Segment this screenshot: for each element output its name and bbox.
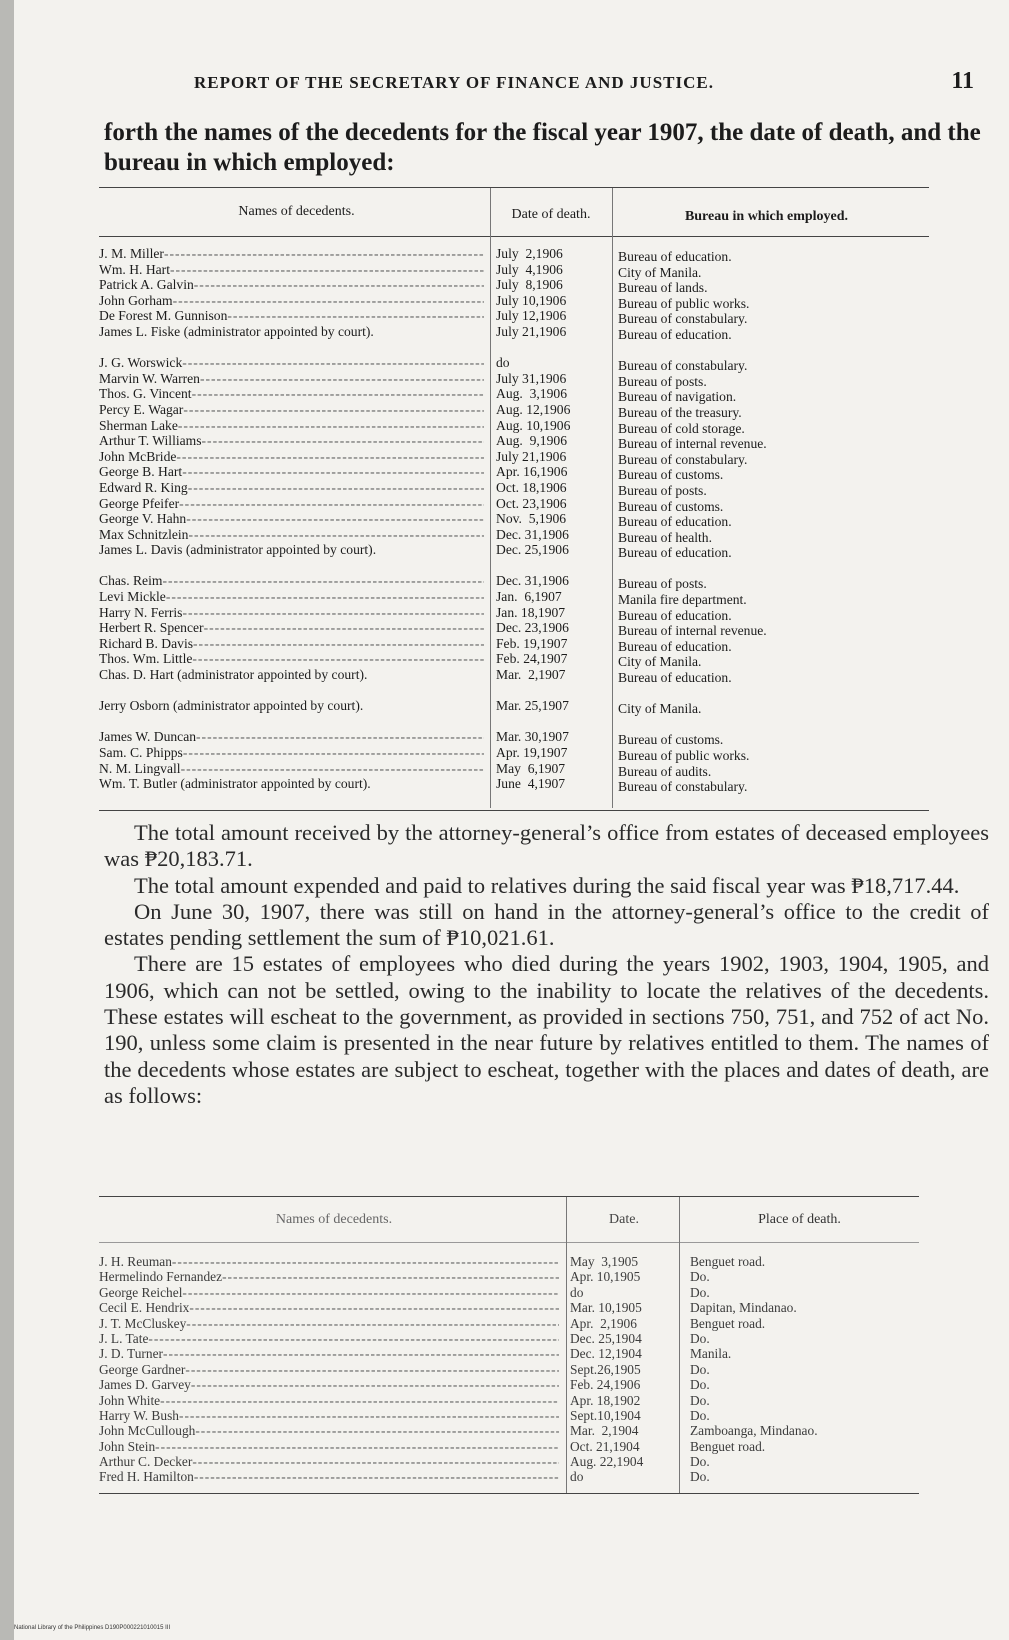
table-row-bureau: Manila fire department. [618, 592, 747, 608]
table-row-name [99, 1393, 559, 1408]
table-row-bureau: Bureau of constabulary. [618, 311, 748, 327]
names-column [99, 246, 484, 807]
dot-leader [188, 527, 484, 543]
dot-leader [148, 1331, 559, 1346]
table-row-name [99, 386, 484, 402]
table-row-place: Do. [690, 1407, 710, 1423]
table-row-place: Benguet road. [690, 1438, 766, 1454]
decedent-name: Edward R. King [99, 479, 188, 495]
scan-credit: National Library of the Philippines D190P000221010015 III [14, 1625, 171, 1631]
table-row-bureau: Bureau of navigation. [618, 389, 737, 405]
decedent-name: James D. Garvey [99, 1377, 191, 1393]
table-row-name [99, 418, 484, 434]
dot-leader [163, 1346, 559, 1361]
body-text [104, 820, 989, 1109]
decedent-name: Thos. G. Vincent [99, 386, 192, 402]
table-row-name [99, 1300, 559, 1315]
table-row-date: Jan. 6,1907 [496, 589, 562, 605]
table-row-name [99, 246, 484, 262]
dot-leader [181, 761, 484, 777]
table-row-date: Mar. 2,1907 [496, 667, 566, 683]
table-row-bureau: Bureau of health. [618, 529, 712, 545]
table-row-name [99, 355, 484, 371]
table-row-name [99, 729, 484, 745]
column-header-date: Date of death. [511, 207, 591, 222]
column-header-names: Names of decedents. [275, 1212, 393, 1227]
table-row-bureau: Bureau of internal revenue. [618, 623, 767, 639]
bureaus-column [618, 249, 918, 810]
table-row-bureau: Bureau of education. [618, 326, 732, 342]
table-row-date: July 31,1906 [496, 370, 567, 386]
dot-leader [194, 1469, 559, 1484]
table-row-place: Do. [690, 1269, 710, 1285]
table-row-name [99, 1439, 559, 1454]
table-row-date: Jan. 18,1907 [496, 604, 566, 620]
table-row-date: Feb. 24,1906 [570, 1377, 641, 1393]
table-row-date: Mar. 2,1904 [570, 1423, 639, 1439]
dot-leader [204, 620, 484, 636]
decedent-name: George Gardner [99, 1361, 186, 1377]
table-row-name [99, 293, 484, 309]
decedent-name: Sherman Lake [99, 417, 178, 433]
decedent-name: Patrick A. Galvin [99, 277, 194, 293]
dot-leader [200, 371, 484, 387]
table-row-place: Manila. [690, 1346, 732, 1362]
table-row-bureau: Bureau of internal revenue. [618, 436, 767, 452]
table-row-date: Mar. 30,1907 [496, 729, 569, 745]
table-bottom-rule [99, 1493, 919, 1494]
table-row-name [99, 745, 484, 761]
table-row-bureau: Bureau of constabulary. [618, 451, 748, 467]
dot-leader [173, 293, 484, 309]
header-bottom-rule [99, 1242, 919, 1243]
decedent-name: J. L. Tate [99, 1330, 149, 1346]
paragraph: There are 15 estates of employees who died during the years 1902, 1903, 1904, 1905, and 1906, which can not be settled, owing to the inability to locate the relatives of the decedents. These estates will escheat to the government, as provided in sections 750, 751, and 752 of act No. 190, unless some claim is presented in the near future by relatives entitled to them. The names of the decedents whose estates are subject to escheat, together with the places and dates of death, are as follows: [104, 951, 989, 1108]
table-row-date: July 2,1906 [496, 246, 563, 261]
table-row-date: Mar. 25,1907 [496, 698, 569, 714]
table-row-date: Feb. 24,1907 [496, 651, 568, 667]
table-row-name [99, 651, 484, 667]
table-row-date: Apr. 18,1902 [570, 1392, 641, 1408]
decedent-name: Harry W. Bush [99, 1407, 179, 1423]
decedent-name: Levi Mickle [99, 589, 166, 605]
table-row-date: do [570, 1469, 584, 1485]
table-row-date: Aug. 3,1906 [496, 386, 567, 402]
decedent-name: Fred H. Hamilton [99, 1469, 194, 1485]
decedent-name: J. D. Turner [99, 1346, 163, 1362]
table-row-date: Feb. 19,1907 [496, 635, 568, 651]
table-row-bureau: Bureau of public works. [618, 295, 750, 311]
table-row-date: Dec. 25,1906 [496, 542, 569, 558]
paragraph: On June 30, 1907, there was still on hand in the attorney-general’s office to the credit of estates pending settlement the sum of ₱10,021.61. [104, 898, 989, 951]
decedent-name: De Forest M. Gunnison [99, 308, 228, 324]
table-row-bureau: Bureau of customs. [618, 732, 724, 748]
dot-leader [227, 308, 484, 324]
table-row-name [99, 277, 484, 293]
decedent-name: John White [99, 1392, 161, 1408]
table-row-name [99, 511, 484, 527]
table-row-name [99, 1331, 559, 1346]
table-row-name: Wm. T. Butler (administrator appointed by court). [99, 776, 371, 792]
dates-column [570, 1254, 675, 1485]
dot-leader [192, 1454, 559, 1469]
dot-leader [193, 636, 484, 652]
decedent-name: Arthur C. Decker [99, 1454, 193, 1470]
binding-gutter [0, 0, 14, 1640]
table-row-name [99, 761, 484, 777]
table-row-date: Sept.26,1905 [570, 1361, 641, 1377]
table-row-place: Do. [690, 1361, 710, 1377]
table-row-bureau: Bureau of posts. [618, 482, 707, 498]
table-row-bureau: Bureau of education. [618, 670, 732, 686]
table-top-rule [99, 1196, 919, 1197]
decedent-name: Thos. Wm. Little [99, 651, 193, 667]
table-row-name [99, 620, 484, 636]
places-column [690, 1254, 918, 1485]
paragraph: The total amount expended and paid to relatives during the said fiscal year was ₱18,717.44. [134, 872, 960, 898]
table-row-date: July 21,1906 [496, 448, 567, 464]
column-divider [679, 1197, 680, 1493]
table-row-bureau: Bureau of public works. [618, 748, 750, 763]
column-header-place: Place of death. [758, 1212, 841, 1227]
decedent-name: Hermelindo Fernandez [99, 1269, 223, 1285]
dot-leader [182, 464, 484, 480]
table-row-place: Do. [690, 1330, 710, 1346]
running-head: REPORT OF THE SECRETARY OF FINANCE AND JUSTICE. [194, 73, 714, 92]
table-row-name: Chas. D. Hart (administrator appointed by court). [99, 667, 368, 683]
table-row-date: Apr. 19,1907 [496, 745, 568, 760]
decedent-name: Herbert R. Spencer [99, 620, 204, 636]
table-row-name: Jerry Osborn (administrator appointed by court). [99, 698, 364, 714]
table-row-date: Aug. 22,1904 [570, 1454, 644, 1470]
dot-leader [172, 1254, 559, 1269]
dot-leader [192, 651, 484, 667]
table-row-name: James L. Fiske (administrator appointed by court). [99, 323, 374, 339]
column-divider [566, 1197, 567, 1493]
table-row-name [99, 573, 484, 589]
table-row-place: Do. [690, 1469, 710, 1485]
decedent-name: Arthur T. Williams [99, 433, 202, 449]
dot-leader [179, 1408, 559, 1423]
dot-leader [195, 1423, 559, 1438]
table-row-bureau: Bureau of education. [618, 545, 732, 561]
dot-leader [192, 386, 484, 402]
table-row-name [99, 449, 484, 465]
column-header-names: Names of decedents. [238, 204, 355, 219]
table-row-name [99, 308, 484, 324]
table-row-name [99, 1254, 559, 1269]
dot-leader [178, 418, 484, 434]
table-row-bureau: Bureau of customs. [618, 498, 724, 514]
decedent-name: George V. Hahn [99, 511, 187, 527]
header-bottom-rule [99, 236, 929, 237]
dot-leader [186, 511, 484, 527]
dot-leader [182, 605, 484, 621]
table-row-date: July 10,1906 [496, 292, 567, 308]
dates-column [496, 246, 608, 807]
decedent-name: J. H. Reuman [99, 1254, 172, 1269]
decedent-name: J. T. McCluskey [99, 1315, 187, 1331]
table-row-place: Benguet road. [690, 1254, 766, 1269]
table-row-date: July 8,1906 [496, 277, 563, 293]
decedent-name: Marvin W. Warren [99, 370, 200, 386]
table-row-bureau: Bureau of constabulary. [618, 358, 748, 374]
decedent-name: George Pfeifer [99, 495, 180, 511]
table-row-name [99, 464, 484, 480]
table-row-date: Aug. 10,1906 [496, 417, 571, 433]
table-row-place: Do. [690, 1392, 710, 1408]
column-divider [490, 188, 491, 808]
table-row-bureau: Bureau of education. [618, 638, 732, 654]
table-row-name [99, 1423, 559, 1438]
dot-leader [185, 1362, 559, 1377]
table-row-date: Dec. 12,1904 [570, 1346, 642, 1362]
table-row-bureau: Bureau of audits. [618, 763, 712, 779]
table-row-date: Dec. 31,1906 [496, 573, 569, 589]
table-row-bureau: City of Manila. [618, 654, 702, 670]
dot-leader [183, 745, 484, 761]
table-row-name [99, 1362, 559, 1377]
decedent-name: Wm. H. Hart [99, 261, 170, 277]
dot-leader [202, 433, 484, 449]
table-row-name [99, 636, 484, 652]
table-row-bureau: Bureau of cold storage. [618, 420, 745, 436]
decedent-name: Max Schnitzlein [99, 526, 189, 542]
table-row-date: Aug. 12,1906 [496, 401, 571, 417]
table-row-name [99, 1285, 559, 1300]
dot-leader [222, 1269, 559, 1284]
decedent-name: John McCullough [99, 1423, 196, 1439]
table-row-date: July 21,1906 [496, 323, 567, 339]
document-page [14, 0, 1009, 1640]
table-row-date: May 6,1907 [496, 760, 566, 776]
table-row-bureau: City of Manila. [618, 701, 702, 717]
table-row-place: Zamboanga, Mindanao. [690, 1423, 818, 1439]
table-row-date: Oct. 18,1906 [496, 479, 567, 495]
dot-leader [191, 1377, 559, 1392]
decedent-name: J. M. Miller [99, 246, 164, 261]
table-row-date: Apr. 2,1906 [570, 1315, 637, 1331]
table-row-place: Do. [690, 1377, 710, 1393]
table-row-date: July 4,1906 [496, 261, 563, 277]
table-row-bureau: Bureau of constabulary. [618, 779, 748, 795]
table-row-name: James L. Davis (administrator appointed by court). [99, 542, 377, 558]
column-header-bureau: Bureau in which employed. [684, 209, 849, 224]
table-top-rule [99, 187, 929, 188]
table-row-bureau: Bureau of customs. [618, 467, 724, 483]
table-row-bureau: Bureau of posts. [618, 373, 707, 389]
decedent-name: John Stein [99, 1438, 156, 1454]
table-bottom-rule [99, 810, 929, 811]
table-row-date: Sept.10,1904 [570, 1407, 641, 1423]
dot-leader [162, 573, 484, 589]
table-row-date: do [570, 1284, 584, 1300]
dot-leader [188, 480, 484, 496]
table-row-name [99, 1316, 559, 1331]
table-row-name [99, 1269, 559, 1284]
decedent-name: J. G. Worswick [99, 355, 183, 371]
table-row-date: Apr. 16,1906 [496, 464, 568, 480]
dot-leader [189, 1300, 559, 1315]
table-row-bureau: Bureau of education. [618, 514, 732, 530]
page-header [194, 68, 974, 95]
intro-text: forth the names of the decedents for the fiscal year 1907, the date of death, and the bureau in which employed: [104, 119, 981, 176]
table-row-name [99, 1346, 559, 1361]
decedent-name: Percy E. Wagar [99, 401, 184, 417]
table-row-place: Dapitan, Mindanao. [690, 1300, 797, 1316]
dot-leader [196, 729, 484, 745]
table-row-date: Dec. 25,1904 [570, 1330, 642, 1346]
dot-leader [160, 1393, 559, 1408]
table-row-bureau: Bureau of lands. [618, 280, 708, 296]
table-row-name [99, 496, 484, 512]
decedent-name: Chas. Reim [99, 573, 163, 589]
column-divider [612, 188, 613, 808]
table-row-bureau: Bureau of education. [618, 607, 732, 623]
table-row-date: May 3,1905 [570, 1254, 639, 1269]
table-row-name [99, 1454, 559, 1469]
table-row-date: Apr. 10,1905 [570, 1269, 641, 1285]
decedent-name: George B. Hart [99, 464, 183, 480]
table-row-date: do [496, 355, 510, 371]
decedent-name: Sam. C. Phipps [99, 745, 183, 760]
decedent-name: John McBride [99, 448, 177, 464]
table-row-bureau: Bureau of posts. [618, 576, 707, 592]
table-row-name [99, 480, 484, 496]
table-row-place: Do. [690, 1284, 710, 1300]
table-row-name [99, 605, 484, 621]
table-row-name [99, 1408, 559, 1423]
table-row-name [99, 371, 484, 387]
decedent-name: Richard B. Davis [99, 635, 194, 651]
table-row-place: Do. [690, 1454, 710, 1470]
paragraph: The total amount received by the attorney-general’s office from estates of deceased employees was ₱20,183.71. [104, 820, 989, 872]
dot-leader [194, 277, 484, 293]
table-row-date: Oct. 21,1904 [570, 1438, 640, 1454]
table-row-name [99, 527, 484, 543]
table-row-date: Aug. 9,1906 [496, 433, 567, 449]
dot-leader [166, 589, 484, 605]
decedent-name: Harry N. Ferris [99, 604, 183, 620]
table-row-name [99, 1469, 559, 1484]
dot-leader [182, 355, 484, 371]
names-column [99, 1254, 559, 1485]
page-number: 11 [951, 68, 974, 94]
dot-leader [164, 246, 484, 262]
dot-leader [155, 1439, 559, 1454]
decedent-name: N. M. Lingvall [99, 760, 181, 776]
table-row-bureau: Bureau of education. [618, 249, 732, 264]
table-row-bureau: Bureau of the treasury. [618, 404, 742, 420]
table-row-name [99, 402, 484, 418]
table-row-name [99, 262, 484, 278]
column-header-date: Date. [609, 1212, 639, 1227]
dot-leader [183, 402, 484, 418]
table-row-date: June 4,1907 [496, 776, 566, 792]
decedent-name: John Gorham [99, 292, 173, 308]
table-row-name [99, 589, 484, 605]
table-row-date: Mar. 10,1905 [570, 1300, 642, 1316]
table-row-date: Dec. 31,1906 [496, 526, 569, 542]
table-row-date: Nov. 5,1906 [496, 511, 567, 527]
decedent-name: Cecil E. Hendrix [99, 1300, 190, 1316]
table-row-bureau: City of Manila. [618, 264, 702, 280]
table-row-name [99, 433, 484, 449]
table-row-date: July 12,1906 [496, 308, 567, 324]
dot-leader [186, 1316, 559, 1331]
decedent-name: James W. Duncan [99, 729, 197, 745]
dot-leader [179, 496, 484, 512]
table-row-place: Benguet road. [690, 1315, 766, 1331]
dot-leader [170, 262, 484, 278]
table-row-date: Dec. 23,1906 [496, 620, 569, 636]
table-row-name [99, 1377, 559, 1392]
table-row-date: Oct. 23,1906 [496, 495, 567, 511]
decedent-name: George Reichel [99, 1284, 183, 1300]
dot-leader [182, 1285, 559, 1300]
dot-leader [176, 449, 484, 465]
